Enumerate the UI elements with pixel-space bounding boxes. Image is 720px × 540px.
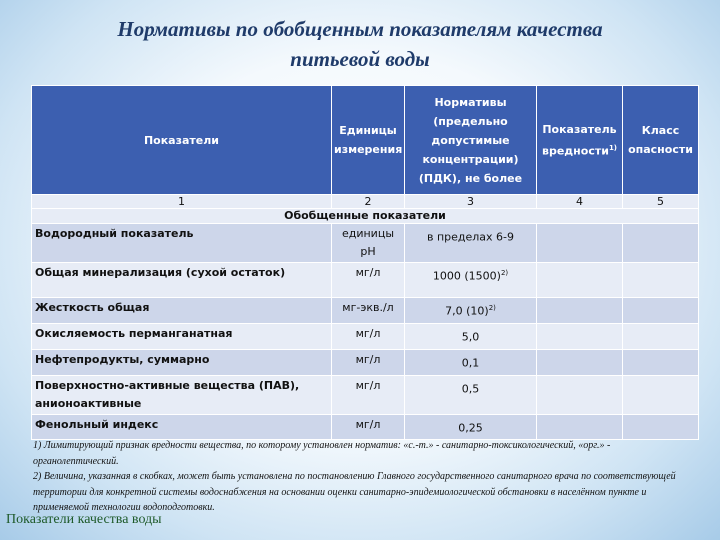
- row-norm-value: 1000 (1500): [432, 269, 501, 283]
- row-unit: мг/л: [332, 376, 405, 415]
- row-name: Поверхностно-активные вещества (ПАВ), анионоактивные: [32, 376, 332, 415]
- header-indicators: Показатели: [32, 86, 332, 195]
- row-unit: мг/л: [332, 263, 405, 298]
- table-row: [32, 350, 699, 376]
- row-name: Фенольный индекс: [32, 415, 332, 440]
- row-class: [623, 324, 699, 350]
- row-class: [623, 415, 699, 440]
- header-harm-indicator: [537, 86, 623, 195]
- row-name: Водородный показатель: [32, 224, 332, 263]
- table-row: [32, 415, 699, 440]
- section-title: Обобщенные показатели: [32, 209, 699, 224]
- column-number: 4: [537, 195, 623, 209]
- header-hazard-class: Класс опасности: [623, 86, 699, 195]
- row-harm: [537, 324, 623, 350]
- row-norm-value: 5,0: [461, 330, 480, 344]
- row-harm: [537, 415, 623, 440]
- row-norm-value: в пределах 6-9: [426, 230, 515, 244]
- row-name: Общая минерализация (сухой остаток): [32, 263, 332, 298]
- title-line-2: питьевой воды: [290, 47, 430, 71]
- header-harm-indicator-label: Показатель вредности: [541, 122, 617, 158]
- footnote-1: 1) Лимитирующий признак вредности вещества, по которому установлен норматив: «с.-т.» - санитарно-токсикологический, «орг.» - органолептический.: [33, 440, 611, 467]
- title-line-1: Нормативы по обобщенным показателям качества: [117, 17, 603, 41]
- row-norm-value: 7,0 (10): [445, 304, 489, 318]
- row-class: [623, 298, 699, 324]
- standards-table: [31, 85, 698, 440]
- header-units: Единицы измерения: [332, 86, 405, 195]
- row-class: [623, 376, 699, 415]
- table-row: [32, 324, 699, 350]
- footer-label: Показатели качества воды: [6, 512, 162, 527]
- row-harm: [537, 350, 623, 376]
- column-number: 3: [405, 195, 537, 209]
- row-harm: [537, 376, 623, 415]
- table-row: [32, 224, 699, 263]
- table-row: [32, 376, 699, 415]
- row-unit: мг-экв./л: [332, 298, 405, 324]
- row-name: Окисляемость перманганатная: [32, 324, 332, 350]
- header-harm-indicator-sup: 1): [608, 143, 618, 152]
- row-harm: [537, 298, 623, 324]
- row-class: [623, 263, 699, 298]
- row-norm: [405, 376, 537, 415]
- column-number-row: [32, 195, 699, 209]
- table-row: [32, 298, 699, 324]
- row-norm: [405, 263, 537, 298]
- row-norm: [405, 350, 537, 376]
- row-norm: [405, 224, 537, 263]
- row-norm-value: 0,1: [461, 356, 480, 370]
- row-name: Нефтепродукты, суммарно: [32, 350, 332, 376]
- row-norm-sup: 2): [500, 269, 509, 277]
- row-unit: мг/л: [332, 350, 405, 376]
- row-norm: [405, 415, 537, 440]
- row-class: [623, 350, 699, 376]
- row-harm: [537, 263, 623, 298]
- column-number: 2: [332, 195, 405, 209]
- row-norm: [405, 324, 537, 350]
- row-unit: мг/л: [332, 415, 405, 440]
- table-row: [32, 263, 699, 298]
- page-title: [40, 14, 680, 74]
- row-norm-value: 0,5: [461, 382, 480, 396]
- row-class: [623, 224, 699, 263]
- footnote-2: 2) Величина, указанная в скобках, может быть установлена по постановлению Главного государственного санитарного врача по соответствующей территории для конкретной системы водоснабжения на основании оценки санитарно-эпидемиологической обстановки в населённом пункте и применяемой технологии водоподготовки.: [33, 471, 676, 513]
- table-header-row: [32, 86, 699, 195]
- row-unit: мг/л: [332, 324, 405, 350]
- header-norms: Нормативы (предельно допустимые концентрации) (ПДК), не более: [405, 86, 537, 195]
- column-number: 1: [32, 195, 332, 209]
- row-unit: единицы рН: [332, 224, 405, 263]
- row-norm-value: 0,25: [458, 421, 483, 435]
- row-harm: [537, 224, 623, 263]
- row-norm: [405, 298, 537, 324]
- footnotes: [33, 438, 698, 516]
- section-row: [32, 209, 699, 224]
- row-name: Жесткость общая: [32, 298, 332, 324]
- column-number: 5: [623, 195, 699, 209]
- row-norm-sup: 2): [488, 304, 496, 312]
